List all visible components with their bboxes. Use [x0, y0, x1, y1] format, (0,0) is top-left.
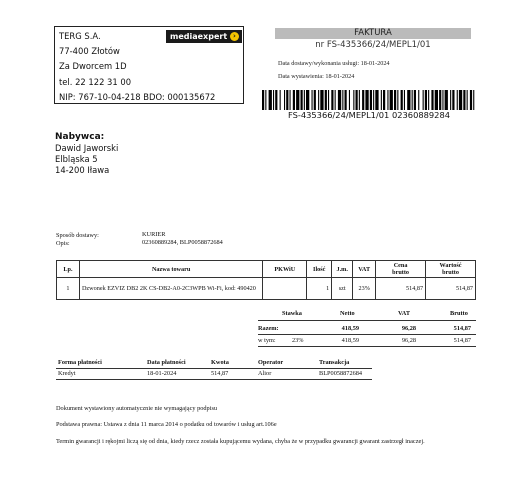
delivery-desc-value: 02360889284, BLP0058872684 [142, 239, 223, 246]
th-value-line1: Wartość [439, 262, 462, 269]
summary-header-rate: Stawka [282, 310, 302, 317]
barcode [262, 90, 476, 110]
barcode-bar [345, 90, 347, 110]
barcode-bar [375, 90, 378, 110]
issue-date: Data wystawienia: 18-01-2024 [278, 73, 355, 80]
summary-total-vat: 96,28 [401, 325, 416, 332]
summary-incl-vat: 96,28 [401, 337, 416, 344]
barcode-bar [342, 90, 343, 110]
barcode-bar [428, 90, 429, 110]
invoice-title: FAKTURA [275, 28, 471, 39]
barcode-bar [365, 90, 368, 110]
items-header-row [57, 261, 476, 278]
barcode-bar [335, 90, 336, 110]
th-vat: VAT [353, 261, 376, 278]
cell-unit: szt [332, 278, 353, 300]
cell-qty: 1 [307, 278, 332, 300]
barcode-bar [359, 90, 360, 110]
barcode-bar [296, 90, 299, 110]
barcode-bar [452, 90, 454, 110]
payment-divider-bottom [56, 379, 372, 380]
th-name: Nazwa towaru [79, 261, 262, 278]
summary-header-net: Netto [340, 310, 355, 317]
barcode-bar [423, 90, 424, 110]
barcode-bar [338, 90, 341, 110]
payment-header-transaction: Transakcja [319, 359, 350, 366]
summary-divider-top [258, 320, 476, 321]
payment-form: Kredyt [58, 370, 76, 377]
summary-total-label: Razem: [258, 325, 279, 332]
barcode-bar [418, 90, 419, 110]
barcode-bar [425, 90, 427, 110]
payment-amount: 514,87 [211, 370, 229, 377]
delivery-method-value: KURIER [142, 231, 166, 238]
summary-header-vat: VAT [398, 310, 411, 317]
barcode-bar [383, 90, 385, 110]
payment-transaction: BLP0058872684 [319, 370, 363, 377]
barcode-bar [328, 90, 329, 110]
cell-vat: 23% [353, 278, 376, 300]
barcode-bar [401, 90, 403, 110]
buyer-street: Elbląska 5 [55, 154, 98, 164]
th-pkwiu: PKWiU [263, 261, 307, 278]
barcode-bar [439, 90, 441, 110]
barcode-bar [320, 90, 323, 110]
seller-ids: NIP: 767-10-04-218 BDO: 000135672 [59, 91, 216, 102]
logo-text: mediaexpert [170, 32, 228, 41]
barcode-bar [390, 90, 393, 110]
delivery-date: Data dostawy/wykonania usługi: 18-01-2024 [278, 60, 390, 67]
payment-divider-top [56, 368, 372, 369]
barcode-bar [470, 90, 472, 110]
payment-date: 18-01-2024 [147, 370, 177, 377]
barcode-bar [394, 90, 396, 110]
barcode-bar [312, 90, 313, 110]
cell-pkwiu [263, 278, 307, 300]
barcode-bar [459, 90, 462, 110]
payment-header-form: Forma płatności [58, 359, 102, 366]
barcode-bar [280, 90, 281, 110]
invoice-number: nr FS-435366/24/MEPL1/01 [315, 40, 431, 50]
payment-header-date: Data płatności [147, 359, 186, 366]
barcode-bar [269, 90, 272, 110]
payment-header-operator: Operator [258, 359, 284, 366]
cell-lp: 1 [57, 278, 80, 300]
note-warranty: Termin gwarancji i rękojmi liczą się od dnia, kiedy rzecz została kupującemu wydana, chyba że w przypadku gwarancji gwarant zastrzegł inaczej. [56, 438, 425, 445]
barcode-bar [286, 90, 288, 110]
barcode-bar [381, 90, 382, 110]
cell-name: Dzwonek EZVIZ DB2 2K CS-DB2-A0-2C3WPB Wi-Fi, kod: 490420 [79, 278, 262, 300]
barcode-bar [431, 90, 433, 110]
buyer-city: 14-200 Iława [55, 165, 110, 175]
barcode-bar [435, 90, 438, 110]
barcode-bar [275, 90, 277, 110]
delivery-desc-label: Opis: [56, 240, 70, 247]
barcode-bar [473, 90, 474, 110]
barcode-bar [349, 90, 350, 110]
barcode-bar [265, 90, 266, 110]
th-qty: Ilość [307, 261, 332, 278]
summary-incl-gross: 514,87 [453, 337, 471, 344]
cell-price: 514,87 [376, 278, 426, 300]
seller-city: 77-400 Złotów [59, 46, 120, 57]
barcode-bar [290, 90, 291, 110]
barcode-bar [325, 90, 327, 110]
barcode-bar [397, 90, 398, 110]
barcode-bar [356, 90, 358, 110]
barcode-bar [262, 90, 264, 110]
barcode-bar [301, 90, 303, 110]
barcode-bar [445, 90, 448, 110]
summary-incl-rate: 23% [292, 337, 304, 344]
barcode-bar [353, 90, 354, 110]
barcode-bar [370, 90, 372, 110]
th-price-line1: Cena [393, 262, 408, 269]
items-table [56, 260, 476, 300]
th-value [426, 261, 476, 278]
th-price [376, 261, 426, 278]
seller-phone: tel. 22 122 31 00 [59, 76, 132, 87]
summary-divider-bottom [258, 346, 476, 347]
th-unit: J.m. [332, 261, 353, 278]
barcode-bar [387, 90, 388, 110]
summary-divider-mid [258, 334, 476, 335]
summary-total-gross: 514,87 [453, 325, 471, 332]
cell-value: 514,87 [426, 278, 476, 300]
buyer-title: Nabywca: [55, 132, 105, 142]
barcode-bar [442, 90, 443, 110]
buyer-name: Dawid Jaworski [55, 143, 119, 153]
barcode-bar [463, 90, 465, 110]
barcode-bar [314, 90, 316, 110]
barcode-text: FS-435366/24/MEPL1/01 02360889284 [287, 110, 451, 120]
summary-incl-label: w tym: [258, 337, 276, 344]
seller-name: TERG S.A. [59, 31, 101, 41]
barcode-bar [457, 90, 458, 110]
barcode-bar [412, 90, 413, 110]
seller-street: Za Dworcem 1D [59, 61, 127, 72]
summary-incl-net: 418,59 [341, 337, 359, 344]
barcode-bar [293, 90, 295, 110]
barcode-bar [273, 90, 274, 110]
barcode-bar [373, 90, 374, 110]
barcode-bar [306, 90, 309, 110]
note-auto: Dokument wystawiony automatycznie nie wymagający podpisu [56, 405, 218, 412]
th-lp: Lp. [57, 261, 80, 278]
th-value-line2: brutto [442, 269, 459, 276]
table-row [57, 278, 476, 300]
seller-box [54, 26, 244, 104]
barcode-bar [362, 90, 364, 110]
barcode-bar [414, 90, 416, 110]
barcode-bar [450, 90, 451, 110]
barcode-bar [331, 90, 333, 110]
delivery-method-label: Sposób dostawy: [56, 232, 99, 239]
summary-header-gross: Brutto [450, 310, 468, 317]
payment-header-amount: Kwota [211, 359, 229, 366]
barcode-bar [284, 90, 285, 110]
note-legal: Podstawa prawna: Ustawa z dnia 11 marca 2014 o podatku od towarów i usług art.106e [56, 421, 277, 428]
barcode-bar [407, 90, 410, 110]
summary-total-net: 418,59 [341, 325, 359, 332]
payment-operator: Alior [258, 370, 272, 377]
barcode-bar [467, 90, 468, 110]
th-price-line2: brutto [392, 269, 410, 276]
barcode-bar [404, 90, 405, 110]
barcode-bar [318, 90, 319, 110]
arrow-right-icon: › [230, 32, 239, 41]
barcode-bar [304, 90, 305, 110]
mediaexpert-logo [166, 30, 242, 43]
